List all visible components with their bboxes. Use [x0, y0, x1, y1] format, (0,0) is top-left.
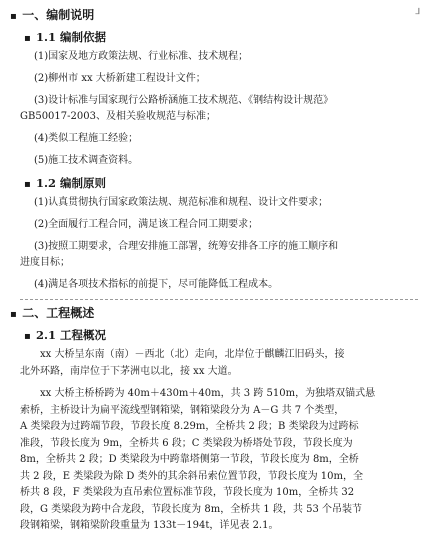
section-2-1-heading — [24, 327, 418, 345]
paragraph-line: 8m，全桥共 2 段；D 类梁段为中跨靠塔侧第一节段，节段长度为 8m，全桥 — [20, 454, 359, 465]
section-2-1-title: 2.1 工程概况 — [36, 328, 107, 342]
paragraph-line: 准段，节段长度为 9m，全桥共 6 段；C 类梁段为桥塔处节段，节段长度为 — [20, 437, 353, 449]
list-item: (5)施工技术调查资料。 — [34, 155, 139, 166]
paragraph-line: 桥共 8 段，F 类梁段为直吊索位置标准节段，节段长度为 10m，全桥共 32 — [20, 487, 355, 498]
paragraph-line: xx 大桥主桥桥跨为 40m＋430m＋40m，共 3 跨 510m，为独塔双锚式悬 — [40, 388, 376, 399]
list-item: (2)全面履行工程合同，满足该工程合同工期要求； — [34, 219, 259, 230]
paragraph-line: 共 2 段，E 类梁段为除 D 类外的其余斜吊索位置节段，节段长度为 10m，全 — [20, 470, 363, 482]
section-1-2-title: 1.2 编制原则 — [36, 176, 107, 190]
paragraph-line: 北外环路，南岸位于下茅洲屯以北，接 xx 大道。 — [20, 365, 238, 377]
bullet-icon: ▪ — [24, 33, 31, 44]
list-item-continuation: GB50017-2003、及相关验收规范与标准； — [20, 111, 216, 122]
section-1-1-title: 1.1 编制依据 — [36, 30, 107, 44]
section-2-heading — [10, 304, 418, 324]
list-item: (1)国家及地方政策法规、行业标准、技术规程； — [34, 51, 249, 62]
paragraph-line: xx 大桥呈东南（南）－西北（北）走向，北岸位于麒麟江旧码头，接 — [40, 349, 345, 360]
section-2-title: 二、工程概述 — [22, 306, 95, 320]
bullet-icon: ▪ — [10, 309, 17, 320]
list-item: (3)按照工期要求，合理安排施工部署，统筹安排各工序的施工顺序和 — [34, 241, 339, 252]
list-item: (3)设计标准与国家现行公路桥涵施工技术规范、《钢结构设计规范》 — [34, 95, 334, 106]
paragraph-line: A 类梁段为过跨端节段，节段长度 8.29m，全桥共 2 段；B 类梁段为过跨标 — [20, 421, 359, 432]
list-item-continuation: 进度目标； — [20, 257, 70, 268]
list-item: (2)柳州市 xx 大桥新建工程设计文件； — [34, 73, 206, 84]
bullet-icon: ▪ — [24, 179, 31, 190]
section-1-title: 一、编制说明 — [22, 8, 95, 22]
section-1-1-heading — [24, 29, 418, 47]
list-item: (1)认真贯彻执行国家政策法规、规范标准和规程、设计文件要求； — [34, 197, 329, 208]
bullet-icon: ▪ — [10, 11, 17, 22]
section-divider — [20, 299, 418, 300]
paragraph-line: 段钢箱梁，钢箱梁阶段重量为 133t－194t，详见表 2.1。 — [20, 520, 279, 531]
bullet-icon: ▪ — [24, 331, 31, 342]
paragraph-line: 索桥，主桥设计为扁平流线型钢箱梁，钢箱梁段分为 A－G 共 7 个类型， — [20, 404, 345, 416]
list-item: (4)满足各项技术指标的前提下，尽可能降低工程成本。 — [34, 279, 279, 290]
section-1-2-heading — [24, 175, 418, 193]
paragraph-line: 段，G 类梁段为跨中合龙段，节段长度为 8m，全桥共 1 段，共 53 个吊装节 — [20, 503, 362, 515]
list-item: (4)类似工程施工经验； — [34, 133, 139, 144]
margin-mark-icon: ᒧ — [415, 6, 420, 16]
section-1-heading — [10, 6, 420, 26]
